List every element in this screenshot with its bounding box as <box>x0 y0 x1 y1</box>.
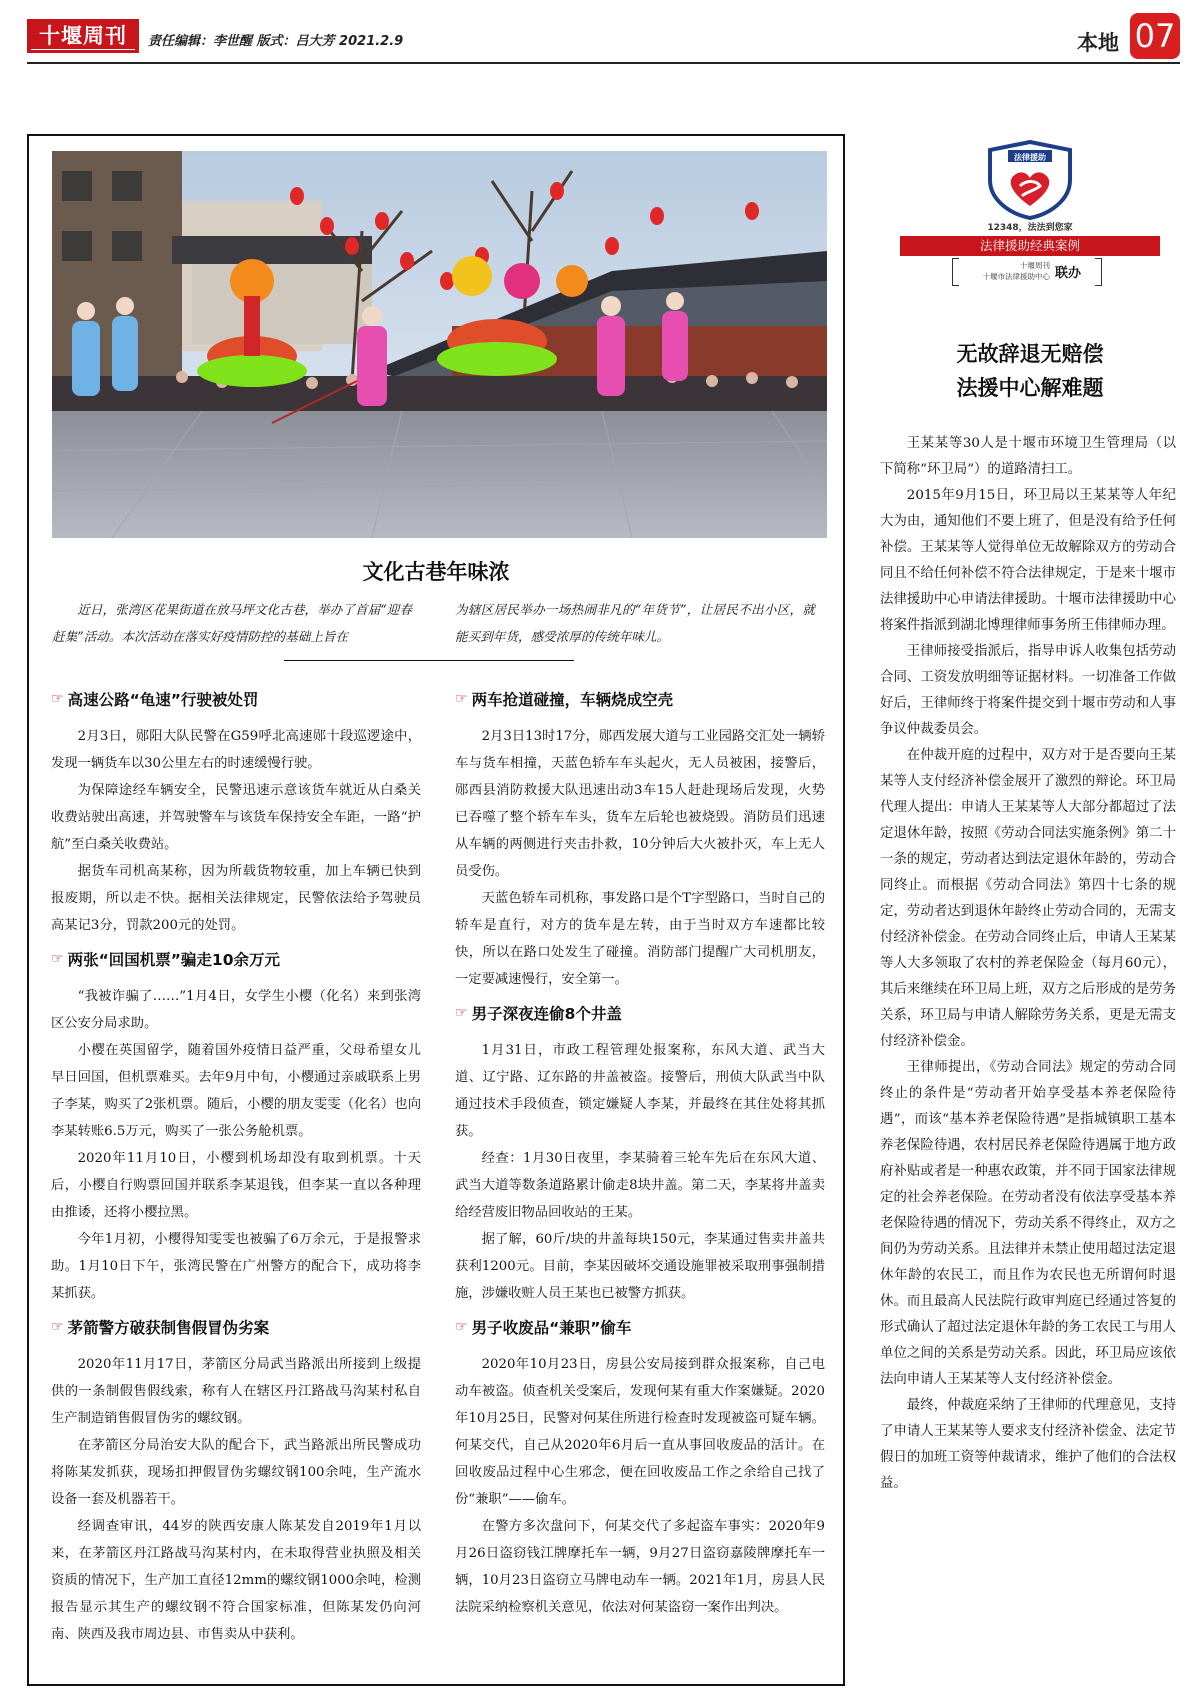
organizer-1: 十堰周刊 <box>1020 261 1050 270</box>
left-news-column <box>51 685 421 1654</box>
article-theft <box>455 1313 825 1621</box>
pointing-hand-icon: ☞ <box>455 1319 468 1335</box>
article-paragraph: 经调查审讯，44岁的陕西安康人陈某发自2019年1月以来，在茅箭区丹江路战马沟某村内，在未取得营业执照及相关资质的情况下，生产加工直径12mm的螺纹钢1000余吨，检测报告显示其生产的螺纹钢不符合国家标准，但陈某发仍向河南、陕西及我市周边县、市售卖从中获利。 <box>51 1519 421 1642</box>
article-title: 男子收废品“兼职”偷车 <box>471 1319 632 1337</box>
page-number: 07 <box>1130 13 1180 59</box>
article-title: 男子深夜连偷8个井盖 <box>471 1005 622 1023</box>
sidebar-article <box>880 431 1176 1497</box>
sidebar-headline-2: 法援中心解难题 <box>956 375 1104 400</box>
article-paragraph: 为保障途经车辆安全，民警迅速示意该货车就近从白桑关收费站驶出高速，并驾驶警车与该货车保持安全车距，一路“护航”至白桑关收费站。 <box>51 783 421 852</box>
article-paragraph: 1月31日，市政工程管理处报案称，东风大道、武当大道、辽宁路、辽东路的井盖被盗。接警后，刑侦大队武当中队通过技术手段侦查，锁定嫌疑人李某，并最终在其住处将其抓获。 <box>455 1043 825 1139</box>
co-organizers <box>952 258 1102 286</box>
pointing-hand-icon: ☞ <box>51 691 64 707</box>
article-paragraph: 2015年9月15日，环卫局以王某某等人年纪大为由，通知他们不要上班了，但是没有给予任何补偿。王某某等人觉得单位无故解除双方的劳动合同且不给任何补偿不符合法律规定，于是来十堰市法律援助中心申请法律援助。十堰市法律援助中心将案件指派到湖北博理律师事务所王伟律师办理。 <box>880 488 1176 633</box>
festival-photo-illustration <box>52 151 827 538</box>
article-paragraph: 在仲裁开庭的过程中，双方对于是否要向王某某等人支付经济补偿金展开了激烈的辩论。环卫局代理人提出：申请人王某某等人大部分都超过了法定退休年龄，按照《劳动合同法实施条例》第二十一条的规定，劳动者达到法定退休年龄的，劳动合同终止。而根据《劳动合同法》第四十七条的规定，劳动者达到退休年龄终止劳动合同的，无需支付经济补偿金。在劳动合同终止后，申请人王某某等人大多领取了农村的养老保险金（每月60元），其后来继续在环卫局上班，双方之后形成的是劳务关系，环卫局与申请人解除劳务关系，更是无需支付经济补偿金。 <box>880 748 1176 1049</box>
masthead-logo: 十堰周刊 <box>27 19 139 53</box>
article-paragraph: 据了解，60斤/块的井盖每块150元，李某通过售卖井盖共获利1200元。目前，李某因破坏交通设施罪被采取刑事强制措施，涉嫌收赃人员王某也已被警方抓获。 <box>455 1232 825 1301</box>
pointing-hand-icon: ☞ <box>51 1319 64 1335</box>
legal-aid-logo <box>980 140 1080 230</box>
article-paragraph: 2月3日13时17分，郧西发展大道与工业园路交汇处一辆轿车与货车相撞，天蓝色轿车车头起火，无人员被困，接警后，郧西县消防救援大队迅速出动3车15人赶赴现场后发现，火势已吞噬了整个轿车车头，货车左后轮也被烧毁。消防员们迅速从车辆的两侧进行夹击扑救，10分钟后大火被扑灭，车上无人员受伤。 <box>455 729 825 879</box>
festival-photo <box>52 151 827 538</box>
article-paragraph: 王律师接受指派后，指导申诉人收集包括劳动合同、工资发放明细等证据材料。一切准备工作做好后，王律师终于将案件提交到十堰市劳动和人事争议仲裁委员会。 <box>880 644 1176 737</box>
organizer-list <box>962 260 1050 282</box>
article-collision <box>455 685 825 993</box>
sidebar-headline-1: 无故辞退无赔偿 <box>956 341 1104 366</box>
right-news-column <box>455 685 825 1627</box>
article-ticket-fraud <box>51 945 421 1307</box>
article-paragraph: “我被诈骗了……”1月4日，女学生小樱（化名）来到张湾区公安分局求助。 <box>51 989 421 1031</box>
bracket-left <box>952 258 959 286</box>
caption-divider <box>284 660 574 661</box>
pointing-hand-icon: ☞ <box>455 1005 468 1021</box>
article-title: 高速公路“龟速”行驶被处罚 <box>67 691 259 709</box>
article-title: 茅箭警方破获制售假冒伪劣案 <box>67 1319 270 1337</box>
section-name: 本地 <box>1077 31 1119 55</box>
news-box <box>27 134 845 1686</box>
photo-headline: 文化古巷年味浓 <box>362 559 510 584</box>
article-paragraph: 在警方多次盘问下，何某交代了多起盗车事实：2020年9月26日盗窃钱江牌摩托车一辆，9月27日盗窃嘉陵牌摩托车一辆，10月23日盗窃立马牌电动车一辆。2021年1月，房县人民法院采纳检察机关意见，依法对何某盗窃一案作出判决。 <box>455 1519 825 1615</box>
organizer-2: 十堰市法律援助中心 <box>982 272 1050 281</box>
legal-aid-shield-icon <box>980 140 1080 220</box>
article-paragraph: 王某某等30人是十堰市环境卫生管理局（以下简称“环卫局”）的道路清扫工。 <box>880 436 1176 477</box>
article-speeding <box>51 685 421 939</box>
pointing-hand-icon: ☞ <box>455 691 468 707</box>
article-paragraph: 2020年10月23日，房县公安局接到群众报案称，自己电动车被盗。侦查机关受案后，发现何某有重大作案嫌疑。2020年10月25日，民警对何某住所进行检查时发现被盗可疑车辆。何某交代，自己从2020年6月后一直从事回收废品的活计。在回收废品过程中心生邪念，便在回收废品工作之余给自己找了份“兼职”——偷车。 <box>455 1357 825 1507</box>
bracket-right <box>1095 258 1102 286</box>
article-paragraph: 小樱在英国留学，随着国外疫情日益严重，父母希望女儿早日回国，但机票难买。去年9月中旬，小樱通过亲戚联系上男子李某，购买了2张机票。随后，小樱的朋友雯雯（化名）也向李某转账6.5万元，购买了一张公务舱机票。 <box>51 1043 421 1139</box>
logo-text: 法律援助 <box>1014 153 1046 162</box>
hotline-text: 12348，法法到您家 <box>987 223 1073 233</box>
article-counterfeit <box>51 1313 421 1648</box>
co-organize-label: 联办 <box>1055 266 1082 281</box>
article-paragraph: 2020年11月17日，茅箭区分局武当路派出所接到上级提供的一条制假售假线索，称有人在辖区丹江路战马沟某村私自生产制造销售假冒伪劣的螺纹钢。 <box>51 1357 421 1426</box>
article-paragraph: 据货车司机高某称，因为所载货物较重，加上车辆已快到报废期，所以走不快。据相关法律规定，民警依法给予驾驶员高某记3分，罚款200元的处罚。 <box>51 864 421 933</box>
article-paragraph: 今年1月初，小樱得知雯雯也被骗了6万余元，于是报警求助。1月10日下午，张湾民警在广州警方的配合下，成功将李某抓获。 <box>51 1232 421 1301</box>
column-banner: 法律援助经典案例 <box>900 236 1160 256</box>
header-rule <box>27 62 1180 64</box>
article-paragraph: 天蓝色轿车司机称，事发路口是个T字型路口，当时自己的轿车是直行，对方的货车是左转，由于当时双方车速都比较快，所以在路口处发生了碰撞。消防部门提醒广大司机朋友，一定要减速慢行，安全第一。 <box>455 891 825 987</box>
article-title: 两张“回国机票”骗走10余万元 <box>67 951 281 969</box>
article-paragraph: 2020年11月10日，小樱到机场却没有取到机票。十天后，小樱自行购票回国并联系李某退钱，但李某一直以各种理由推诿，还将小樱拉黑。 <box>51 1151 421 1220</box>
article-paragraph: 王律师提出，《劳动合同法》规定的劳动合同终止的条件是“劳动者开始享受基本养老保险待遇”，而该“基本养老保险待遇”是指城镇职工基本养老保险待遇，农村居民养老保险待遇属于地方政府补贴或者是一种惠农政策，并不同于国家法律规定的社会养老保险。在劳动者没有依法享受基本养老保险待遇的情况下，劳动关系不得终止，双方之间仍为劳动关系。且法律并未禁止使用超过法定退休年龄的农民工，而且作为农民也无所谓何时退休。而且最高人民法院行政审判庭已经通过答复的形式确认了超过法定退休年龄的务工农民工与用人单位之间的关系是劳动关系。因此，环卫局应该依法向申请人王某某等人支付经济补偿金。 <box>880 1060 1176 1387</box>
article-paragraph: 经查：1月30日夜里，李某骑着三轮车先后在东风大道、武当大道等数条道路累计偷走8块井盖。第二天，李某将井盖卖给经营废旧物品回收站的王某。 <box>455 1151 825 1220</box>
article-title: 两车抢道碰撞，车辆烧成空壳 <box>471 691 674 709</box>
photo-caption-left: 近日，张湾区花果街道在放马坪文化古巷，举办了首届“迎春赶集”活动。本次活动在落实好疫情防控的基础上旨在 <box>52 602 412 644</box>
editor-info: 责任编辑：李世醒 版式：吕大芳 2021.2.9 <box>148 34 404 49</box>
article-paragraph: 在茅箭区分局治安大队的配合下，武当路派出所民警成功将陈某发抓获，现场扣押假冒伪劣螺纹钢100余吨，生产流水设备一套及机器若干。 <box>51 1438 421 1507</box>
article-paragraph: 2月3日，郧阳大队民警在G59呼北高速郧十段巡逻途中，发现一辆货车以30公里左右的时速缓慢行驶。 <box>51 729 421 771</box>
article-paragraph: 最终，仲裁庭采纳了王律师的代理意见，支持了申请人王某某等人要求支付经济补偿金、法定节假日的加班工资等仲裁请求，维护了他们的合法权益。 <box>880 1398 1176 1491</box>
article-manhole <box>455 999 825 1307</box>
photo-caption-right: 为辖区居民举办一场热闹非凡的“年货节”，让居民不出小区，就能买到年货，感受浓厚的传统年味儿。 <box>455 602 815 644</box>
pointing-hand-icon: ☞ <box>51 951 64 967</box>
